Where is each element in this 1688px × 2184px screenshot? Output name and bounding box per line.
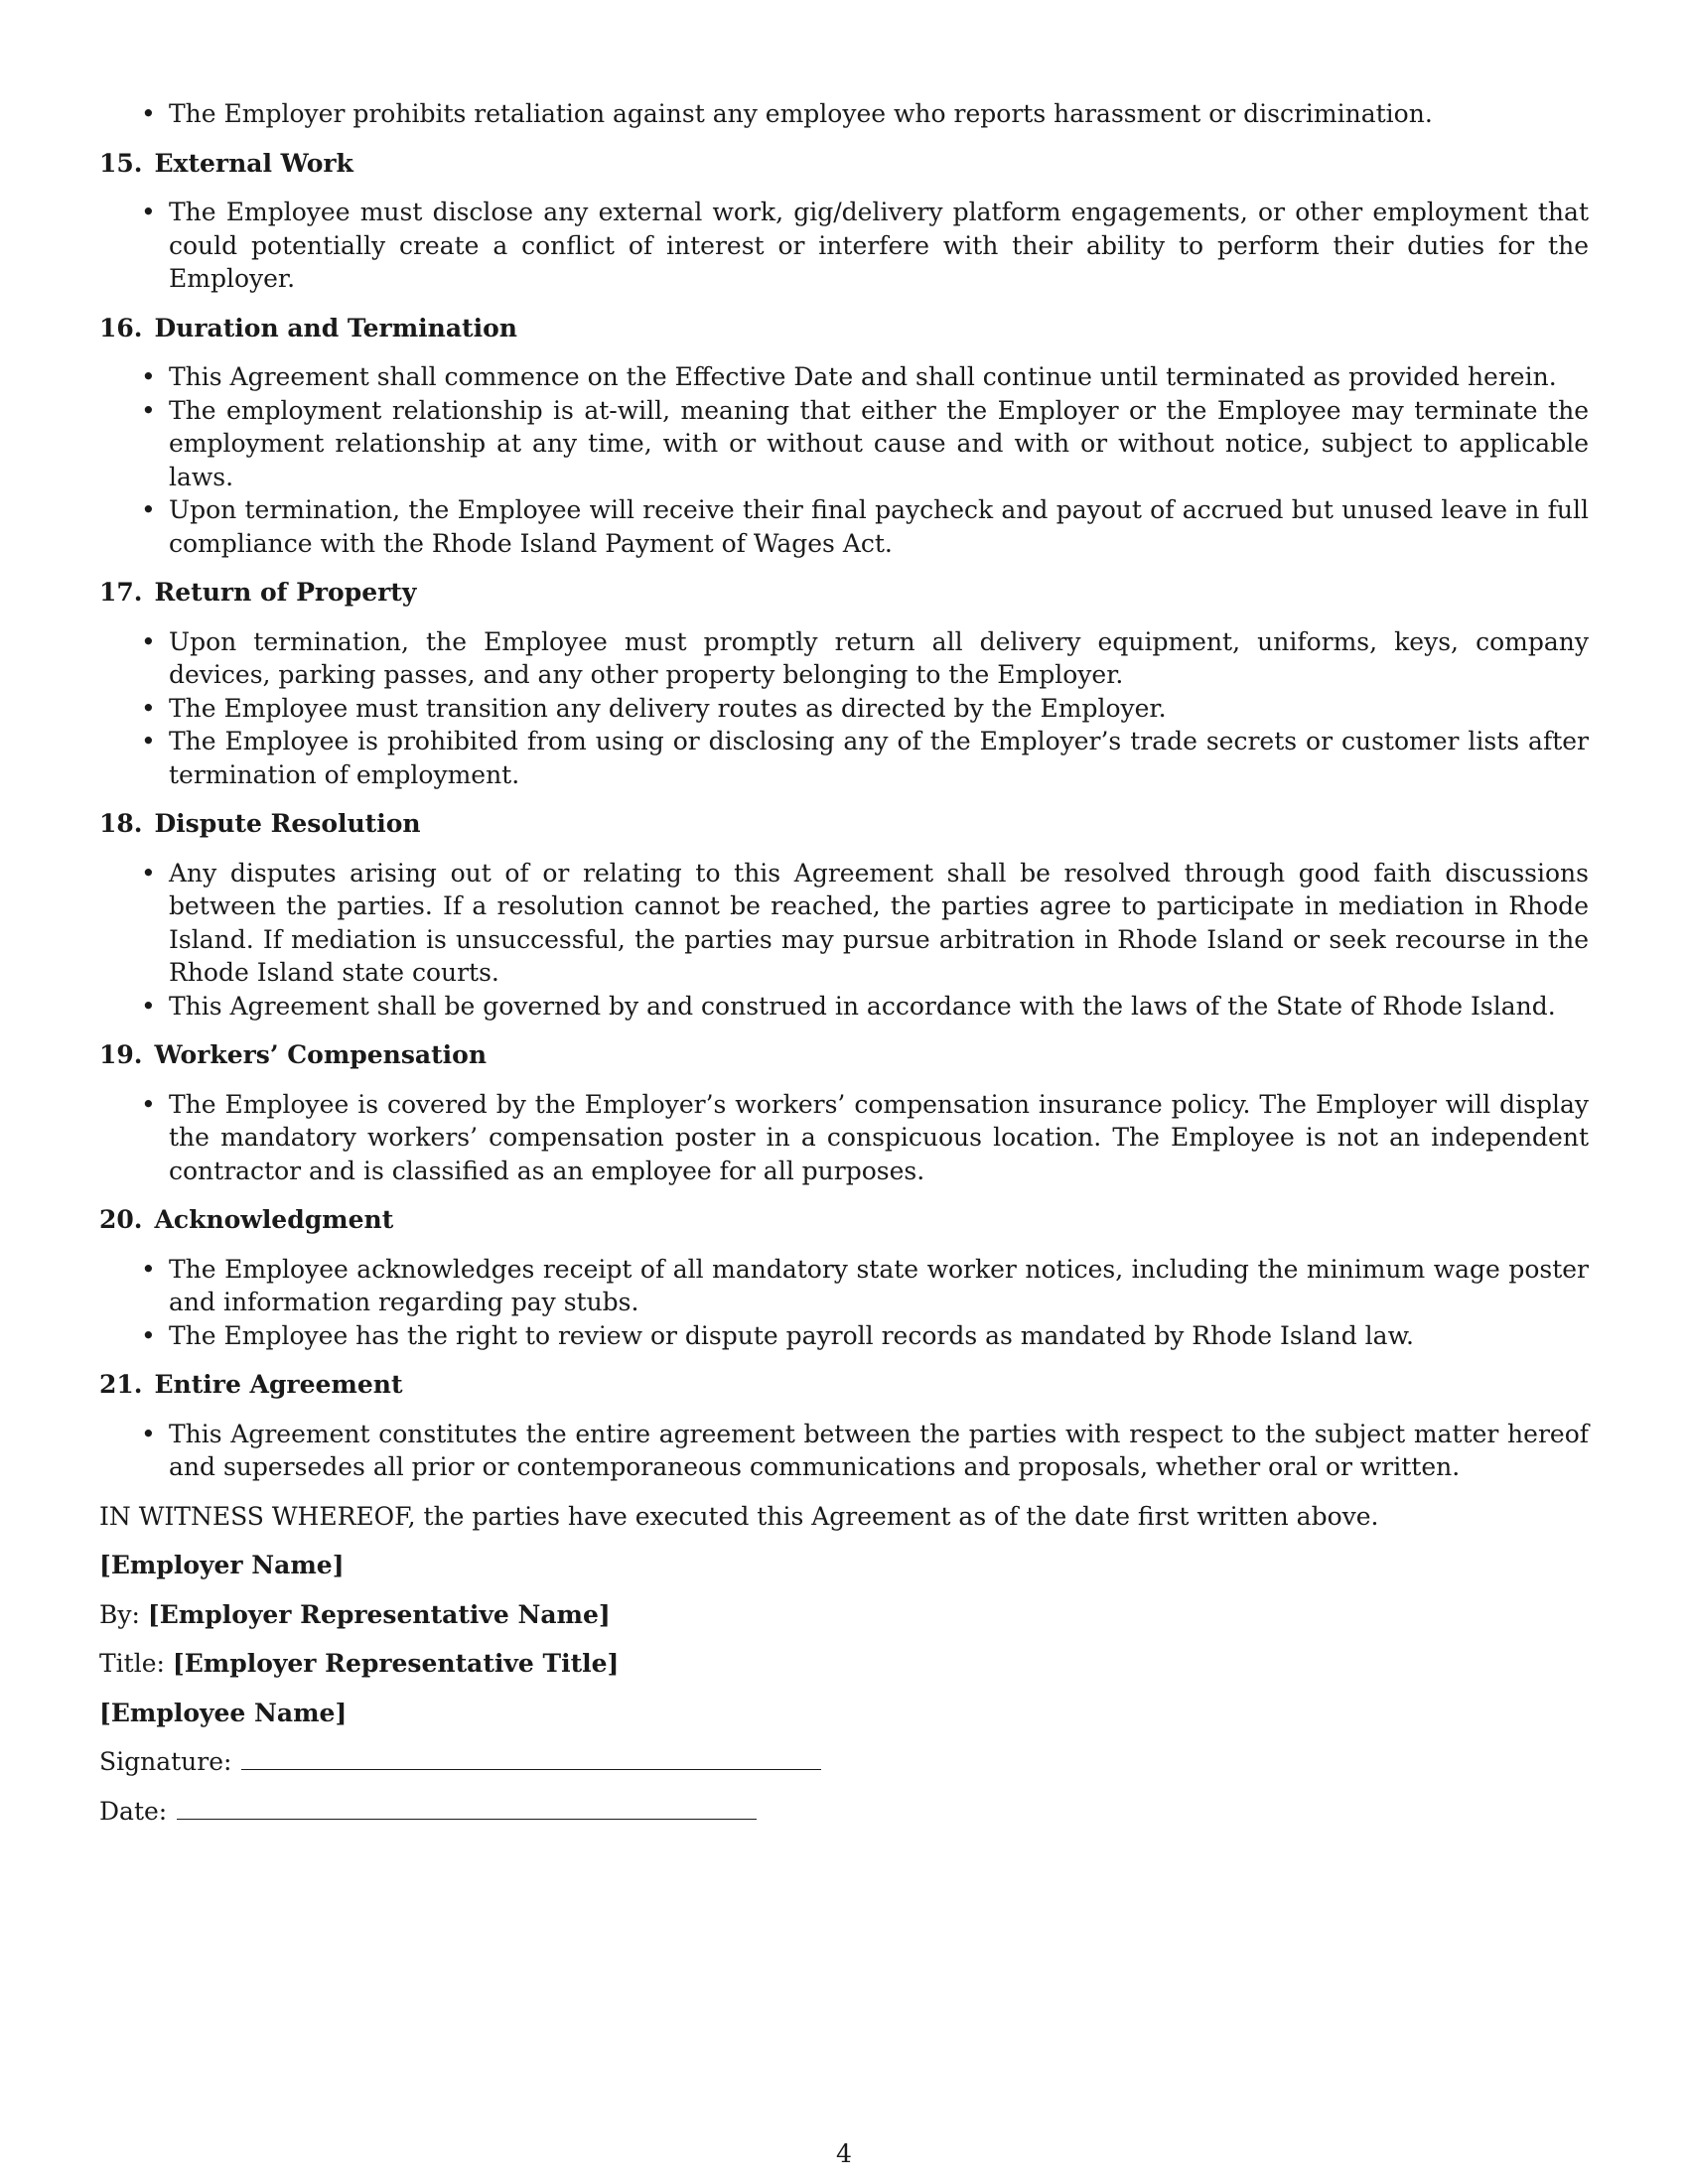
employer-rep-line <box>99 1598 1589 1632</box>
bullet-item: • Upon termination, the Employee must promptly return all delivery equipment, uniforms, keys, company devices, parking passes, and any other property belonging to the Employer. <box>99 625 1589 692</box>
signature-label: Signature: <box>99 1747 232 1776</box>
signature-line <box>99 1745 1589 1779</box>
bullet-item: • The Employee is covered by the Employer’s workers’ compensation insurance policy. The Employer will display the mandatory workers’ compensation poster in a conspicuous location. The Employee is not an independent contractor and is classified as an employee for all purposes. <box>99 1088 1589 1188</box>
section-heading <box>99 147 1589 181</box>
section-heading <box>99 576 1589 610</box>
bullet-item: • The Employer prohibits retaliation against any employee who reports harassment or discrimination. <box>99 97 1589 131</box>
bullet-item: • The Employee must transition any delivery routes as directed by the Employer. <box>99 692 1589 726</box>
section-title: Acknowledgment <box>154 1205 394 1234</box>
section-heading <box>99 312 1589 345</box>
title-label: Title: <box>99 1649 165 1678</box>
section-title: Return of Property <box>154 578 417 607</box>
section-number: 15. <box>99 148 143 178</box>
date-label: Date: <box>99 1796 168 1826</box>
section-bullet-list <box>99 857 1589 1024</box>
date-line <box>99 1795 1589 1829</box>
section-number: 16. <box>99 313 143 342</box>
employer-title-line <box>99 1647 1589 1681</box>
document-page <box>99 97 1589 1828</box>
date-blank[interactable] <box>177 1797 757 1820</box>
section-bullet-list <box>99 360 1589 560</box>
section-bullet-list <box>99 625 1589 792</box>
section-20 <box>99 1203 1589 1352</box>
bullet-item: • The Employee acknowledges receipt of all mandatory state worker notices, including the minimum wage poster and information regarding pay stubs. <box>99 1253 1589 1319</box>
section-number: 18. <box>99 809 143 838</box>
page-number: 4 <box>836 2139 852 2168</box>
employee-name-placeholder: [Employee Name] <box>99 1698 348 1727</box>
section-number: 19. <box>99 1040 143 1069</box>
section-17 <box>99 576 1589 791</box>
section-heading <box>99 1203 1589 1237</box>
section-heading <box>99 807 1589 841</box>
section-title: Duration and Termination <box>154 313 517 342</box>
section-bullet-list <box>99 1088 1589 1188</box>
employer-rep-name-placeholder: [Employer Representative Name] <box>147 1599 611 1629</box>
section-bullet-list <box>99 1253 1589 1353</box>
bullet-item: • Any disputes arising out of or relating to this Agreement shall be resolved through good faith discussions between the parties. If a resolution cannot be reached, the parties agree to participate in mediation in Rhode Island. If mediation is unsuccessful, the parties may pursue arbitration in Rhode Island or seek recourse in the Rhode Island state courts. <box>99 857 1589 990</box>
section-bullet-list <box>99 1418 1589 1484</box>
section-title: Dispute Resolution <box>154 809 421 838</box>
section-21 <box>99 1368 1589 1484</box>
bullet-item: • This Agreement shall be governed by and construed in accordance with the laws of the State of Rhode Island. <box>99 990 1589 1024</box>
employer-name-placeholder: [Employer Name] <box>99 1551 345 1579</box>
section-heading <box>99 1038 1589 1072</box>
bullet-item: • The employment relationship is at-will, meaning that either the Employer or the Employee may terminate the employment relationship at any time, with or without cause and with or without notice, subject to applicable laws. <box>99 394 1589 494</box>
section-number: 21. <box>99 1370 143 1399</box>
witness-statement: IN WITNESS WHEREOF, the parties have executed this Agreement as of the date first written above. <box>99 1501 1379 1531</box>
section-number: 20. <box>99 1205 143 1234</box>
section-number: 17. <box>99 578 143 607</box>
bullet-item: • Upon termination, the Employee will receive their final paycheck and payout of accrued but unused leave in full compliance with the Rhode Island Payment of Wages Act. <box>99 493 1589 560</box>
section-16 <box>99 312 1589 561</box>
section-18 <box>99 807 1589 1023</box>
section-title: External Work <box>154 148 353 178</box>
signature-blank[interactable] <box>241 1747 821 1770</box>
employer-rep-title-placeholder: [Employer Representative Title] <box>172 1649 620 1678</box>
section-bullet-list <box>99 196 1589 296</box>
bullet-item: • The Employee has the right to review or dispute payroll records as mandated by Rhode Island law. <box>99 1319 1589 1353</box>
by-label: By: <box>99 1599 140 1629</box>
bullet-item: • This Agreement constitutes the entire agreement between the parties with respect to the subject matter hereof and supersedes all prior or contemporaneous communications and proposals, whether oral or written. <box>99 1418 1589 1484</box>
bullet-item: • The Employee is prohibited from using or disclosing any of the Employer’s trade secrets or customer lists after termination of employment. <box>99 725 1589 791</box>
section-title: Workers’ Compensation <box>154 1040 488 1069</box>
bullet-item: • The Employee must disclose any external work, gig/delivery platform engagements, or other employment that could potentially create a conflict of interest or interfere with their ability to perform their duties for the Employer. <box>99 196 1589 296</box>
bullet-item: • This Agreement shall commence on the Effective Date and shall continue until terminated as provided herein. <box>99 360 1589 394</box>
section-title: Entire Agreement <box>154 1370 403 1399</box>
section-heading <box>99 1368 1589 1402</box>
section-15 <box>99 147 1589 296</box>
section-19 <box>99 1038 1589 1187</box>
intro-bullet-list <box>99 97 1589 131</box>
